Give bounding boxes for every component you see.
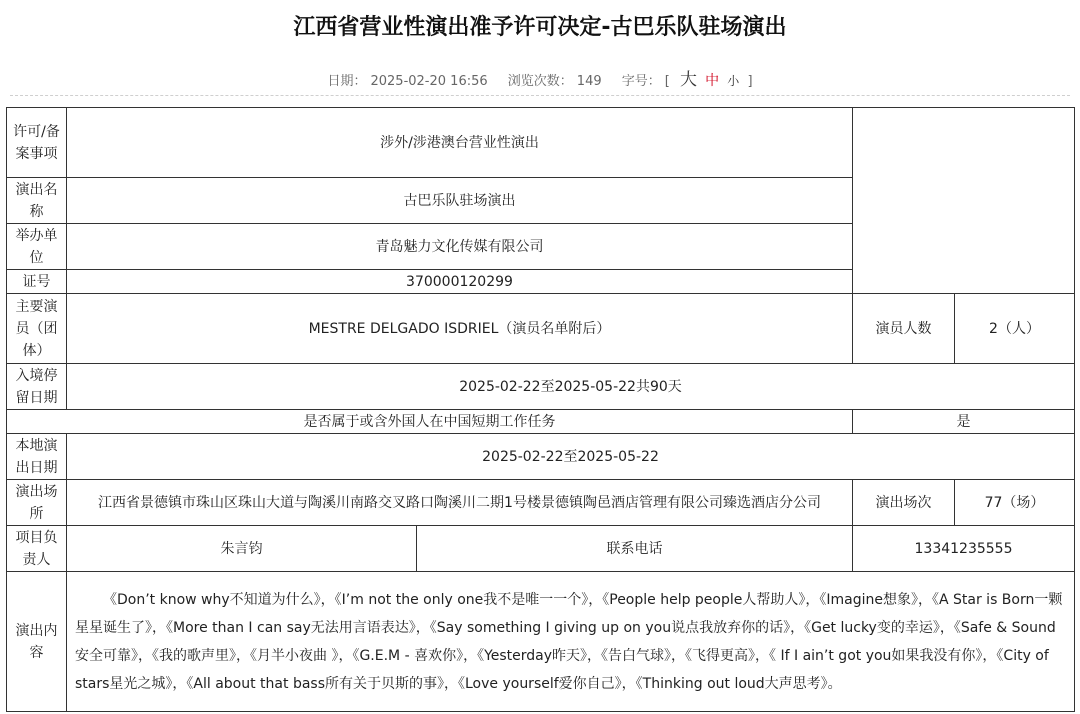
performer-count-value: 2（人）	[955, 294, 1075, 364]
performer-count-label: 演员人数	[853, 294, 955, 364]
performers-value: MESTRE DELGADO ISDRIEL（演员名单附后）	[67, 294, 853, 364]
show-name-value: 古巴乐队驻场演出	[67, 178, 853, 224]
performers-label: 主要演员（团体）	[7, 294, 67, 364]
item-label: 许可/备案事项	[7, 108, 67, 178]
date-label: 日期：	[327, 74, 367, 89]
short-term-work-value: 是	[853, 410, 1075, 434]
cert-value: 370000120299	[67, 270, 853, 294]
manager-value: 朱言钧	[67, 526, 417, 572]
font-size-large-button[interactable]: 大	[680, 70, 697, 90]
date-value: 2025-02-20 16:56	[370, 74, 488, 89]
divider	[10, 95, 1070, 96]
organizer-value: 青岛魅力文化传媒有限公司	[67, 224, 853, 270]
phone-value: 13341235555	[853, 526, 1075, 572]
phone-label: 联系电话	[417, 526, 853, 572]
venue-label: 演出场所	[7, 480, 67, 526]
font-size-medium-button[interactable]: 中	[705, 73, 720, 89]
permit-table	[6, 107, 1075, 712]
organizer-label: 举办单位	[7, 224, 67, 270]
manager-label: 项目负责人	[7, 526, 67, 572]
font-size-small-button[interactable]: 小	[727, 74, 740, 88]
article-meta	[0, 65, 1080, 90]
bracket-open: [	[664, 74, 670, 89]
cert-label: 证号	[7, 270, 67, 294]
font-size-label: 字号：	[621, 74, 661, 89]
local-dates-value: 2025-02-22至2025-05-22	[67, 434, 1075, 480]
page-title: 江西省营业性演出准予许可决定-古巴乐队驻场演出	[293, 15, 787, 40]
content-label: 演出内容	[7, 572, 67, 712]
short-term-work-label: 是否属于或含外国人在中国短期工作任务	[7, 410, 853, 434]
stay-dates-value: 2025-02-22至2025-05-22共90天	[67, 364, 1075, 410]
sessions-label: 演出场次	[853, 480, 955, 526]
stay-dates-label: 入境停留日期	[7, 364, 67, 410]
blank-cell	[853, 108, 1075, 294]
content-value: 《Don’t know why不知道为什么》，《I’m not the only one我不是唯一一个》，《People help people人帮助人》，《Imagine想象》，《A Star is Born一颗星星诞生了》，《More than I can say无法用言语表达》，《Say something I giving up on you说点我放弃你的话》，《Get lucky变的幸运》，《Safe & Sound安全可靠》，《我的歌声里》，《月半小夜曲 》，《G.E.M - 喜欢你》，《Yesterday昨天》，《告白气球》，《飞得更高》，《 If I ain’t got you如果我没有你》，《City of stars星光之城》，《All about that bass所有关于贝斯的事》，《Love yourself爱你自己》，《Thinking out loud大声思考》。	[67, 572, 1075, 712]
views-label: 浏览次数：	[507, 74, 573, 89]
show-name-label: 演出名称	[7, 178, 67, 224]
sessions-value: 77（场）	[955, 480, 1075, 526]
views-value: 149	[576, 74, 602, 89]
venue-value: 江西省景德镇市珠山区珠山大道与陶溪川南路交叉路口陶溪川二期1号楼景德镇陶邑酒店管理有限公司臻选酒店分公司	[67, 480, 853, 526]
item-value: 涉外/涉港澳台营业性演出	[67, 108, 853, 178]
bracket-close: ]	[747, 74, 753, 89]
local-dates-label: 本地演出日期	[7, 434, 67, 480]
